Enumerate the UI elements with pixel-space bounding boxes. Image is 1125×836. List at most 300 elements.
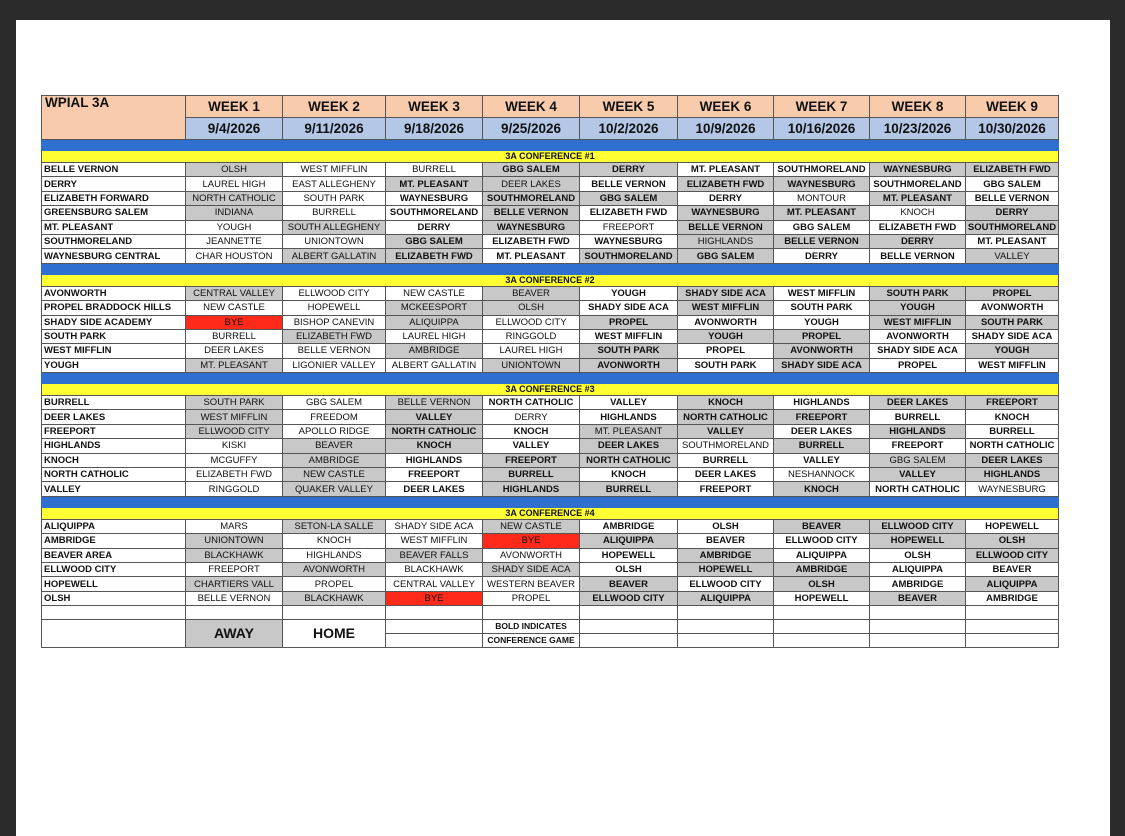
opponent-cell: DEER LAKES: [774, 424, 870, 438]
opponent-cell: SOUTH PARK: [966, 315, 1059, 329]
team-row: [42, 301, 1059, 315]
opponent-cell: HIGHLANDS: [678, 234, 774, 248]
opponent-cell: FREEPORT: [678, 482, 774, 496]
team-row: [42, 220, 1059, 234]
team-name: ELIZABETH FORWARD: [42, 191, 186, 205]
week-date: 10/9/2026: [678, 118, 774, 140]
opponent-cell: SHADY SIDE ACA: [774, 358, 870, 372]
empty-cell: [580, 634, 678, 648]
opponent-cell: VALLEY: [386, 410, 483, 424]
week-date: 9/18/2026: [386, 118, 483, 140]
opponent-cell: LAUREL HIGH: [186, 177, 283, 191]
opponent-cell: HIGHLANDS: [774, 396, 870, 410]
week-header: WEEK 8: [870, 96, 966, 118]
week-date: 9/25/2026: [483, 118, 580, 140]
opponent-cell: DEER LAKES: [186, 344, 283, 358]
team-row: [42, 591, 1059, 605]
opponent-cell: WEST MIFFLIN: [580, 329, 678, 343]
opponent-cell: EAST ALLEGHENY: [283, 177, 386, 191]
opponent-cell: SOUTH PARK: [186, 396, 283, 410]
opponent-cell: AMBRIDGE: [966, 591, 1059, 605]
opponent-cell: ELLWOOD CITY: [283, 286, 386, 300]
opponent-cell: CHAR HOUSTON: [186, 249, 283, 263]
divider-bar: [42, 373, 1059, 384]
empty-cell: [774, 606, 870, 620]
opponent-cell: DEER LAKES: [966, 453, 1059, 467]
opponent-cell: APOLLO RIDGE: [283, 424, 386, 438]
opponent-cell: FREEPORT: [580, 220, 678, 234]
week-header: WEEK 9: [966, 96, 1059, 118]
opponent-cell: BEAVER: [870, 591, 966, 605]
team-row: [42, 286, 1059, 300]
opponent-cell: BURRELL: [386, 163, 483, 177]
team-name: MT. PLEASANT: [42, 220, 186, 234]
opponent-cell: MT. PLEASANT: [678, 163, 774, 177]
team-name: BELLE VERNON: [42, 163, 186, 177]
empty-cell: [870, 634, 966, 648]
opponent-cell: NORTH CATHOLIC: [580, 453, 678, 467]
opponent-cell: ELIZABETH FWD: [483, 234, 580, 248]
opponent-cell: DERRY: [386, 220, 483, 234]
team-row: [42, 191, 1059, 205]
empty-cell: [678, 620, 774, 634]
opponent-cell: PROPEL: [283, 577, 386, 591]
opponent-cell: WAYNESBURG: [966, 482, 1059, 496]
week-header: WEEK 7: [774, 96, 870, 118]
opponent-cell: ALIQUIPPA: [870, 562, 966, 576]
opponent-cell: GBG SALEM: [386, 234, 483, 248]
opponent-cell: OLSH: [870, 548, 966, 562]
opponent-cell: BELLE VERNON: [283, 344, 386, 358]
opponent-cell: WAYNESBURG: [678, 206, 774, 220]
opponent-cell: BELLE VERNON: [870, 249, 966, 263]
team-name: PROPEL BRADDOCK HILLS: [42, 301, 186, 315]
opponent-cell: HIGHLANDS: [870, 424, 966, 438]
team-name: FREEPORT: [42, 424, 186, 438]
opponent-cell: LAUREL HIGH: [386, 329, 483, 343]
opponent-cell: SHADY SIDE ACA: [580, 301, 678, 315]
opponent-cell: ALIQUIPPA: [386, 315, 483, 329]
empty-cell: [42, 606, 186, 620]
team-name: AMBRIDGE: [42, 534, 186, 548]
week-date: 9/11/2026: [283, 118, 386, 140]
conference-header: 3A CONFERENCE #4: [42, 507, 1059, 519]
divider-row: [42, 140, 1059, 151]
opponent-cell: BEAVER: [678, 534, 774, 548]
opponent-cell: GBG SALEM: [483, 163, 580, 177]
opponent-cell: ELLWOOD CITY: [483, 315, 580, 329]
opponent-cell: OLSH: [580, 562, 678, 576]
divider-bar: [42, 140, 1059, 151]
date-header-row: [42, 118, 1059, 140]
opponent-cell: GBG SALEM: [283, 396, 386, 410]
opponent-cell: WEST MIFFLIN: [678, 301, 774, 315]
empty-cell: [966, 606, 1059, 620]
opponent-cell: YOUGH: [678, 329, 774, 343]
week-header: WEEK 4: [483, 96, 580, 118]
opponent-cell: GBG SALEM: [870, 453, 966, 467]
opponent-cell: SOUTHMORELAND: [483, 191, 580, 205]
empty-cell: [678, 634, 774, 648]
team-row: [42, 468, 1059, 482]
opponent-cell: BELLE VERNON: [966, 191, 1059, 205]
footer-row: [42, 606, 1059, 620]
empty-cell: [483, 606, 580, 620]
opponent-cell: DEER LAKES: [678, 468, 774, 482]
opponent-cell: HOPEWELL: [678, 562, 774, 576]
opponent-cell: BYE: [386, 591, 483, 605]
opponent-cell: BELLE VERNON: [774, 234, 870, 248]
team-name: BEAVER AREA: [42, 548, 186, 562]
team-name: ALIQUIPPA: [42, 519, 186, 533]
opponent-cell: BURRELL: [283, 206, 386, 220]
opponent-cell: AVONWORTH: [870, 329, 966, 343]
empty-cell: [966, 634, 1059, 648]
opponent-cell: BEAVER FALLS: [386, 548, 483, 562]
opponent-cell: KNOCH: [580, 468, 678, 482]
opponent-cell: PROPEL: [483, 591, 580, 605]
opponent-cell: BELLE VERNON: [386, 396, 483, 410]
opponent-cell: DERRY: [870, 234, 966, 248]
opponent-cell: BELLE VERNON: [678, 220, 774, 234]
opponent-cell: GBG SALEM: [580, 191, 678, 205]
opponent-cell: KNOCH: [678, 396, 774, 410]
team-name: HOPEWELL: [42, 577, 186, 591]
opponent-cell: MT. PLEASANT: [186, 358, 283, 372]
opponent-cell: ELLWOOD CITY: [774, 534, 870, 548]
opponent-cell: SOUTH PARK: [678, 358, 774, 372]
opponent-cell: DERRY: [966, 206, 1059, 220]
opponent-cell: HOPEWELL: [774, 591, 870, 605]
opponent-cell: BURRELL: [483, 468, 580, 482]
opponent-cell: SHADY SIDE ACA: [966, 329, 1059, 343]
opponent-cell: AVONWORTH: [580, 358, 678, 372]
opponent-cell: YOUGH: [966, 344, 1059, 358]
opponent-cell: BELLE VERNON: [580, 177, 678, 191]
opponent-cell: OLSH: [678, 519, 774, 533]
team-row: [42, 534, 1059, 548]
opponent-cell: AMBRIDGE: [870, 577, 966, 591]
opponent-cell: WEST MIFFLIN: [966, 358, 1059, 372]
opponent-cell: BLACKHAWK: [283, 591, 386, 605]
team-name: DEER LAKES: [42, 410, 186, 424]
opponent-cell: ALIQUIPPA: [774, 548, 870, 562]
team-name: ELLWOOD CITY: [42, 562, 186, 576]
opponent-cell: YOUGH: [870, 301, 966, 315]
opponent-cell: KISKI: [186, 439, 283, 453]
team-row: [42, 482, 1059, 496]
team-name: YOUGH: [42, 358, 186, 372]
opponent-cell: YOUGH: [186, 220, 283, 234]
opponent-cell: FREEPORT: [774, 410, 870, 424]
empty-cell: [386, 620, 483, 634]
opponent-cell: ELLWOOD CITY: [186, 424, 283, 438]
opponent-cell: PROPEL: [678, 344, 774, 358]
team-name: HIGHLANDS: [42, 439, 186, 453]
opponent-cell: MT. PLEASANT: [870, 191, 966, 205]
team-row: [42, 315, 1059, 329]
week-header: WEEK 2: [283, 96, 386, 118]
opponent-cell: OLSH: [774, 577, 870, 591]
team-name: DERRY: [42, 177, 186, 191]
team-row: [42, 206, 1059, 220]
opponent-cell: BEAVER: [483, 286, 580, 300]
opponent-cell: GBG SALEM: [774, 220, 870, 234]
opponent-cell: KNOCH: [774, 482, 870, 496]
opponent-cell: HIGHLANDS: [483, 482, 580, 496]
opponent-cell: ELIZABETH FWD: [966, 163, 1059, 177]
opponent-cell: ELIZABETH FWD: [580, 206, 678, 220]
opponent-cell: DEER LAKES: [483, 177, 580, 191]
team-row: [42, 519, 1059, 533]
opponent-cell: SHADY SIDE ACA: [483, 562, 580, 576]
conference-header-row: [42, 274, 1059, 286]
opponent-cell: BYE: [186, 315, 283, 329]
opponent-cell: WAYNESBURG: [774, 177, 870, 191]
opponent-cell: NEW CASTLE: [186, 301, 283, 315]
opponent-cell: WEST MIFFLIN: [386, 534, 483, 548]
team-name: GREENSBURG SALEM: [42, 206, 186, 220]
empty-cell: [386, 606, 483, 620]
team-row: [42, 548, 1059, 562]
opponent-cell: KNOCH: [386, 439, 483, 453]
opponent-cell: MCKEESPORT: [386, 301, 483, 315]
team-row: [42, 344, 1059, 358]
opponent-cell: SETON-LA SALLE: [283, 519, 386, 533]
team-row: [42, 249, 1059, 263]
opponent-cell: HIGHLANDS: [580, 410, 678, 424]
opponent-cell: DEER LAKES: [580, 439, 678, 453]
team-row: [42, 234, 1059, 248]
opponent-cell: ELIZABETH FWD: [283, 329, 386, 343]
opponent-cell: BURRELL: [870, 410, 966, 424]
team-row: [42, 424, 1059, 438]
opponent-cell: OLSH: [186, 163, 283, 177]
opponent-cell: YOUGH: [580, 286, 678, 300]
opponent-cell: FREEDOM: [283, 410, 386, 424]
conference-header-row: [42, 384, 1059, 396]
opponent-cell: JEANNETTE: [186, 234, 283, 248]
opponent-cell: AVONWORTH: [483, 548, 580, 562]
opponent-cell: DERRY: [483, 410, 580, 424]
week-date: 10/2/2026: [580, 118, 678, 140]
opponent-cell: DERRY: [678, 191, 774, 205]
empty-cell: [966, 620, 1059, 634]
opponent-cell: MT. PLEASANT: [483, 249, 580, 263]
opponent-cell: CENTRAL VALLEY: [386, 577, 483, 591]
empty-cell: [774, 634, 870, 648]
opponent-cell: NEW CASTLE: [283, 468, 386, 482]
opponent-cell: VALLEY: [580, 396, 678, 410]
opponent-cell: MT. PLEASANT: [774, 206, 870, 220]
opponent-cell: CHARTIERS VALL: [186, 577, 283, 591]
team-name: OLSH: [42, 591, 186, 605]
week-header: WEEK 3: [386, 96, 483, 118]
opponent-cell: NORTH CATHOLIC: [870, 482, 966, 496]
opponent-cell: VALLEY: [678, 424, 774, 438]
opponent-cell: BURRELL: [678, 453, 774, 467]
opponent-cell: BURRELL: [774, 439, 870, 453]
opponent-cell: NEW CASTLE: [483, 519, 580, 533]
opponent-cell: ELLWOOD CITY: [580, 591, 678, 605]
opponent-cell: FREEPORT: [483, 453, 580, 467]
week-header: WEEK 1: [186, 96, 283, 118]
opponent-cell: ALBERT GALLATIN: [283, 249, 386, 263]
opponent-cell: ALIQUIPPA: [580, 534, 678, 548]
opponent-cell: RINGGOLD: [186, 482, 283, 496]
opponent-cell: AMBRIDGE: [386, 344, 483, 358]
empty-cell: [580, 606, 678, 620]
team-row: [42, 439, 1059, 453]
opponent-cell: DEER LAKES: [870, 396, 966, 410]
week-date: 10/23/2026: [870, 118, 966, 140]
conference-header-row: [42, 507, 1059, 519]
opponent-cell: INDIANA: [186, 206, 283, 220]
opponent-cell: BLACKHAWK: [186, 548, 283, 562]
opponent-cell: SOUTH PARK: [870, 286, 966, 300]
page-title: WPIAL 3A: [42, 96, 186, 140]
opponent-cell: HOPEWELL: [580, 548, 678, 562]
conference-header: 3A CONFERENCE #3: [42, 384, 1059, 396]
opponent-cell: SOUTH PARK: [774, 301, 870, 315]
opponent-cell: NORTH CATHOLIC: [386, 424, 483, 438]
empty-cell: [870, 606, 966, 620]
opponent-cell: VALLEY: [966, 249, 1059, 263]
opponent-cell: WEST MIFFLIN: [186, 410, 283, 424]
opponent-cell: ELLWOOD CITY: [678, 577, 774, 591]
team-row: [42, 562, 1059, 576]
empty-cell: [42, 620, 186, 648]
opponent-cell: RINGGOLD: [483, 329, 580, 343]
empty-cell: [678, 606, 774, 620]
opponent-cell: KNOCH: [283, 534, 386, 548]
team-name: AVONWORTH: [42, 286, 186, 300]
opponent-cell: WAYNESBURG: [483, 220, 580, 234]
opponent-cell: WEST MIFFLIN: [870, 315, 966, 329]
opponent-cell: YOUGH: [774, 315, 870, 329]
opponent-cell: WEST MIFFLIN: [283, 163, 386, 177]
opponent-cell: AMBRIDGE: [678, 548, 774, 562]
opponent-cell: SOUTH PARK: [580, 344, 678, 358]
opponent-cell: BEAVER: [966, 562, 1059, 576]
opponent-cell: AMBRIDGE: [580, 519, 678, 533]
opponent-cell: ELIZABETH FWD: [678, 177, 774, 191]
team-row: [42, 410, 1059, 424]
team-name: BURRELL: [42, 396, 186, 410]
opponent-cell: BURRELL: [580, 482, 678, 496]
opponent-cell: SOUTHMORELAND: [580, 249, 678, 263]
empty-cell: [386, 634, 483, 648]
opponent-cell: MONTOUR: [774, 191, 870, 205]
opponent-cell: FREEPORT: [386, 468, 483, 482]
opponent-cell: NORTH CATHOLIC: [966, 439, 1059, 453]
team-row: [42, 329, 1059, 343]
team-row: [42, 396, 1059, 410]
opponent-cell: VALLEY: [483, 439, 580, 453]
footer-row: [42, 620, 1059, 634]
opponent-cell: BISHOP CANEVIN: [283, 315, 386, 329]
divider-row: [42, 263, 1059, 274]
opponent-cell: PROPEL: [966, 286, 1059, 300]
opponent-cell: ELLWOOD CITY: [966, 548, 1059, 562]
opponent-cell: PROPEL: [870, 358, 966, 372]
opponent-cell: PROPEL: [580, 315, 678, 329]
opponent-cell: SOUTHMORELAND: [386, 206, 483, 220]
opponent-cell: WAYNESBURG: [870, 163, 966, 177]
opponent-cell: FREEPORT: [186, 562, 283, 576]
team-name: SOUTH PARK: [42, 329, 186, 343]
empty-cell: [186, 606, 283, 620]
opponent-cell: ALIQUIPPA: [966, 577, 1059, 591]
opponent-cell: SHADY SIDE ACA: [870, 344, 966, 358]
opponent-cell: BURRELL: [186, 329, 283, 343]
divider-bar: [42, 263, 1059, 274]
week-header-row: [42, 96, 1059, 118]
divider-bar: [42, 496, 1059, 507]
opponent-cell: WEST MIFFLIN: [774, 286, 870, 300]
team-row: [42, 453, 1059, 467]
opponent-cell: VALLEY: [774, 453, 870, 467]
empty-cell: [283, 606, 386, 620]
opponent-cell: ELIZABETH FWD: [870, 220, 966, 234]
team-name: WEST MIFFLIN: [42, 344, 186, 358]
opponent-cell: CENTRAL VALLEY: [186, 286, 283, 300]
opponent-cell: BELLE VERNON: [186, 591, 283, 605]
schedule-table: [41, 95, 1059, 648]
opponent-cell: WAYNESBURG: [386, 191, 483, 205]
divider-row: [42, 373, 1059, 384]
opponent-cell: BEAVER: [283, 439, 386, 453]
opponent-cell: HIGHLANDS: [966, 468, 1059, 482]
legend-note-line2: CONFERENCE GAME: [483, 634, 580, 648]
opponent-cell: BURRELL: [966, 424, 1059, 438]
opponent-cell: SOUTHMORELAND: [966, 220, 1059, 234]
legend-note-line1: BOLD INDICATES: [483, 620, 580, 634]
opponent-cell: KNOCH: [483, 424, 580, 438]
opponent-cell: NEW CASTLE: [386, 286, 483, 300]
opponent-cell: SOUTHMORELAND: [678, 439, 774, 453]
opponent-cell: BELLE VERNON: [483, 206, 580, 220]
opponent-cell: LAUREL HIGH: [483, 344, 580, 358]
opponent-cell: OLSH: [966, 534, 1059, 548]
opponent-cell: UNIONTOWN: [186, 534, 283, 548]
opponent-cell: WAYNESBURG: [580, 234, 678, 248]
conference-header: 3A CONFERENCE #1: [42, 151, 1059, 163]
opponent-cell: GBG SALEM: [966, 177, 1059, 191]
opponent-cell: AVONWORTH: [774, 344, 870, 358]
opponent-cell: KNOCH: [966, 410, 1059, 424]
opponent-cell: SHADY SIDE ACA: [386, 519, 483, 533]
opponent-cell: UNIONTOWN: [283, 234, 386, 248]
opponent-cell: BEAVER: [580, 577, 678, 591]
home-legend: HOME: [283, 620, 386, 648]
opponent-cell: OLSH: [483, 301, 580, 315]
week-header: WEEK 6: [678, 96, 774, 118]
opponent-cell: HIGHLANDS: [386, 453, 483, 467]
divider-row: [42, 496, 1059, 507]
opponent-cell: NESHANNOCK: [774, 468, 870, 482]
week-date: 9/4/2026: [186, 118, 283, 140]
team-name: SHADY SIDE ACADEMY: [42, 315, 186, 329]
opponent-cell: ALIQUIPPA: [678, 591, 774, 605]
conference-header: 3A CONFERENCE #2: [42, 274, 1059, 286]
team-name: SOUTHMORELAND: [42, 234, 186, 248]
opponent-cell: ELLWOOD CITY: [870, 519, 966, 533]
opponent-cell: SOUTH PARK: [283, 191, 386, 205]
opponent-cell: UNIONTOWN: [483, 358, 580, 372]
opponent-cell: FREEPORT: [966, 396, 1059, 410]
opponent-cell: AMBRIDGE: [774, 562, 870, 576]
